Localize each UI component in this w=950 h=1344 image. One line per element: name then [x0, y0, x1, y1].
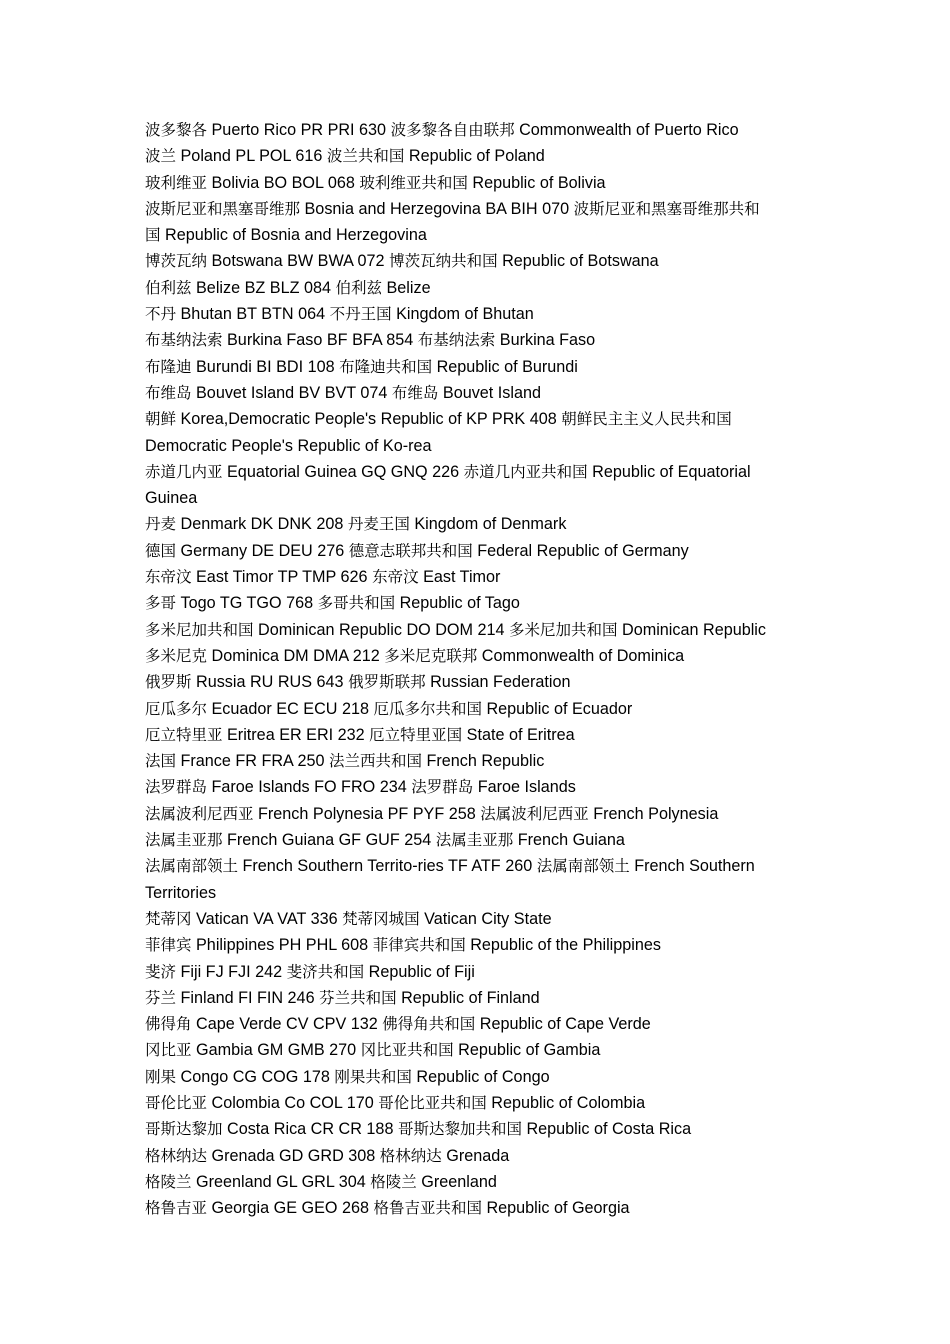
country-line — [145, 459, 815, 485]
english-entry: Togo TG TGO 768 — [176, 594, 318, 613]
country-line — [145, 1169, 815, 1195]
english-full-name: French Republic — [421, 752, 545, 771]
chinese-full-name: 芬兰共和国 — [319, 988, 397, 1007]
english-full-name: Republic of Finland — [396, 988, 540, 1007]
english-entry: Dominican Republic DO DOM 214 — [253, 620, 510, 639]
chinese-short-name: 博茨瓦纳 — [145, 252, 208, 271]
country-line — [145, 853, 815, 879]
country-line — [145, 1090, 815, 1116]
chinese-full-name: 博茨瓦纳共和国 — [389, 252, 498, 271]
chinese-short-name: 多米尼加共和国 — [145, 620, 254, 639]
chinese-full-name: 布基纳法索 — [417, 331, 496, 350]
chinese-short-name: 多米尼克 — [145, 646, 208, 665]
chinese-full-name: 法罗群岛 — [411, 778, 474, 797]
chinese-full-name: 波多黎各自由联邦 — [390, 121, 515, 139]
english-entry: Germany DE DEU 276 — [176, 541, 349, 560]
country-line — [145, 906, 815, 932]
chinese-short-name: 朝鲜 — [145, 410, 177, 429]
country-line — [145, 1116, 815, 1142]
chinese-short-name: 不丹 — [145, 305, 177, 324]
chinese-full-name: 法属波利尼西亚 — [480, 804, 589, 823]
english-entry: Burkina Faso BF BFA 854 — [222, 331, 418, 350]
chinese-full-name: 波兰共和国 — [326, 147, 405, 166]
chinese-short-name: 格林纳达 — [145, 1146, 208, 1165]
country-line — [145, 538, 815, 564]
country-line — [145, 1195, 815, 1221]
chinese-short-name: 哥伦比亚 — [145, 1093, 208, 1112]
chinese-short-name: 刚果 — [145, 1067, 177, 1086]
english-entry: French Polynesia PF PYF 258 — [253, 804, 481, 823]
english-full-name: Republic of Equatorial — [587, 462, 751, 481]
english-entry: Democratic People's Republic of Ko-rea — [145, 436, 432, 455]
english-full-name: Republic of Ecuador — [481, 699, 633, 718]
chinese-full-name: 多米尼加共和国 — [509, 620, 618, 639]
chinese-short-name: 佛得角 — [145, 1015, 192, 1034]
chinese-short-name: 法国 — [145, 752, 177, 771]
country-line — [145, 1037, 815, 1063]
english-entry: Costa Rica CR CR 188 — [222, 1120, 398, 1139]
english-full-name: Commonwealth of Puerto Rico — [514, 121, 739, 139]
country-line — [145, 1011, 815, 1037]
chinese-short-name: 布隆迪 — [145, 357, 192, 376]
english-entry: Russia RU RUS 643 — [191, 673, 349, 692]
english-entry: Puerto Rico PR PRI 630 — [207, 121, 391, 139]
country-line — [145, 696, 815, 722]
document-body — [145, 117, 815, 1221]
chinese-short-name: 法罗群岛 — [145, 778, 208, 797]
english-full-name: Commonwealth of Dominica — [477, 646, 685, 665]
english-full-name: French Polynesia — [588, 804, 719, 823]
chinese-full-name: 德意志联邦共和国 — [348, 541, 473, 560]
english-full-name: Republic of Colombia — [486, 1093, 646, 1112]
country-line — [145, 827, 815, 853]
english-full-name: Republic of Georgia — [481, 1199, 630, 1218]
english-full-name: Burkina Faso — [495, 331, 596, 350]
english-entry: East Timor TP TMP 626 — [191, 568, 373, 587]
chinese-full-name: 布维岛 — [391, 383, 439, 402]
english-entry: Faroe Islands FO FRO 234 — [207, 778, 412, 797]
english-entry: France FR FRA 250 — [176, 752, 329, 771]
english-full-name: Dominican Republic — [617, 620, 766, 639]
chinese-full-name: 佛得角共和国 — [382, 1015, 476, 1034]
english-full-name: Bouvet Island — [438, 383, 541, 402]
chinese-full-name: 刚果共和国 — [334, 1067, 412, 1086]
english-full-name: Kingdom of Bhutan — [391, 305, 534, 324]
chinese-short-name: 菲律宾 — [145, 936, 192, 955]
chinese-short-name: 法属波利尼西亚 — [145, 804, 254, 823]
chinese-short-name: 德国 — [145, 541, 177, 560]
english-entry: Denmark DK DNK 208 — [176, 515, 348, 534]
english-full-name: Republic of Fiji — [364, 962, 475, 981]
country-line — [145, 643, 815, 669]
country-line — [145, 485, 815, 511]
chinese-full-name: 朝鲜民主主义人民共和国 — [561, 410, 732, 429]
country-line — [145, 406, 815, 432]
chinese-full-name: 玻利维亚共和国 — [359, 173, 468, 192]
english-entry: Bouvet Island BV BVT 074 — [191, 383, 392, 402]
country-line — [145, 617, 815, 643]
country-line — [145, 669, 815, 695]
english-entry: Bosnia and Herzegovina BA BIH 070 — [300, 199, 574, 218]
english-entry: Bolivia BO BOL 068 — [207, 173, 360, 192]
english-entry: French Guiana GF GUF 254 — [222, 831, 436, 850]
chinese-full-name: 多米尼克联邦 — [384, 646, 478, 665]
english-entry: Territories — [145, 883, 217, 902]
country-line — [145, 932, 815, 958]
chinese-full-name: 布隆迪共和国 — [339, 357, 433, 376]
chinese-full-name: 厄瓜多尔共和国 — [373, 699, 482, 718]
english-full-name: French Southern — [629, 857, 755, 876]
chinese-full-name: 厄立特里亚国 — [369, 725, 463, 744]
english-full-name: Republic of the Philippines — [465, 936, 661, 955]
country-line — [145, 354, 815, 380]
country-line — [145, 196, 815, 222]
chinese-full-name: 丹麦王国 — [347, 515, 410, 534]
chinese-short-name: 国 — [145, 226, 161, 245]
english-entry: Fiji FJ FJI 242 — [176, 962, 287, 981]
english-entry: Georgia GE GEO 268 — [207, 1199, 374, 1218]
english-entry: Belize BZ BLZ 084 — [191, 278, 336, 297]
chinese-full-name: 多哥共和国 — [317, 594, 396, 613]
english-full-name: Grenada — [441, 1146, 510, 1165]
chinese-full-name: 格陵兰 — [370, 1172, 417, 1191]
english-entry: Eritrea ER ERI 232 — [222, 725, 370, 744]
country-line — [145, 880, 815, 906]
chinese-short-name: 格陵兰 — [145, 1172, 192, 1191]
chinese-short-name: 伯利兹 — [145, 278, 192, 297]
english-full-name: Republic of Bolivia — [467, 173, 606, 192]
chinese-short-name: 丹麦 — [145, 515, 177, 534]
chinese-full-name: 伯利兹 — [335, 278, 382, 297]
country-line — [145, 222, 815, 248]
country-line — [145, 564, 815, 590]
chinese-short-name: 波兰 — [145, 147, 177, 166]
country-line — [145, 170, 815, 196]
country-line — [145, 275, 815, 301]
english-full-name: Republic of Poland — [404, 147, 545, 166]
english-entry: Korea,Democratic People's Republic of KP PRK 408 — [176, 410, 562, 429]
english-full-name: Republic of Tago — [395, 594, 520, 613]
country-line — [145, 327, 815, 353]
country-line — [145, 301, 815, 327]
english-full-name: Republic of Gambia — [453, 1041, 601, 1060]
country-line — [145, 1064, 815, 1090]
country-line — [145, 143, 815, 169]
english-full-name: Greenland — [416, 1172, 497, 1191]
english-full-name: Republic of Costa Rica — [521, 1120, 692, 1139]
chinese-full-name: 梵蒂冈城国 — [342, 909, 420, 928]
chinese-short-name: 格鲁吉亚 — [145, 1199, 208, 1218]
chinese-short-name: 波斯尼亚和黑塞哥维那 — [145, 199, 301, 218]
chinese-short-name: 法属南部领土 — [145, 857, 239, 876]
chinese-short-name: 厄瓜多尔 — [145, 699, 208, 718]
chinese-full-name: 斐济共和国 — [286, 962, 365, 981]
english-entry: Gambia GM GMB 270 — [191, 1041, 361, 1060]
chinese-short-name: 布维岛 — [145, 383, 192, 402]
country-line — [145, 801, 815, 827]
chinese-short-name: 法属圭亚那 — [145, 831, 223, 850]
english-entry: Congo CG COG 178 — [176, 1067, 335, 1086]
english-entry: Botswana BW BWA 072 — [207, 252, 390, 271]
chinese-full-name: 冈比亚共和国 — [360, 1041, 454, 1060]
chinese-full-name: 格鲁吉亚共和国 — [373, 1199, 482, 1218]
english-entry: Finland FI FIN 246 — [176, 988, 320, 1007]
english-entry: French Southern Territo-ries TF ATF 260 — [238, 857, 537, 876]
english-full-name: Republic of Congo — [411, 1067, 550, 1086]
chinese-short-name: 斐济 — [145, 962, 177, 981]
chinese-short-name: 玻利维亚 — [145, 173, 208, 192]
country-line — [145, 722, 815, 748]
english-full-name: Republic of Burundi — [432, 357, 578, 376]
chinese-short-name: 东帝汶 — [145, 568, 192, 587]
english-full-name: Faroe Islands — [473, 778, 576, 797]
country-line — [145, 433, 815, 459]
english-entry: Equatorial Guinea GQ GNQ 226 — [222, 462, 464, 481]
chinese-short-name: 冈比亚 — [145, 1041, 192, 1060]
chinese-full-name: 不丹王国 — [329, 305, 392, 324]
english-entry: Cape Verde CV CPV 132 — [191, 1015, 383, 1034]
chinese-full-name: 菲律宾共和国 — [372, 936, 466, 955]
country-line — [145, 117, 815, 143]
country-line — [145, 985, 815, 1011]
english-entry: Burundi BI BDI 108 — [191, 357, 340, 376]
english-full-name: Vatican City State — [419, 909, 552, 928]
chinese-short-name: 哥斯达黎加 — [145, 1120, 223, 1139]
english-entry: Poland PL POL 616 — [176, 147, 327, 166]
english-entry: Vatican VA VAT 336 — [191, 909, 343, 928]
country-line — [145, 248, 815, 274]
english-entry: Dominica DM DMA 212 — [207, 646, 385, 665]
chinese-full-name: 波斯尼亚和黑塞哥维那共和 — [573, 199, 760, 218]
chinese-full-name: 法属圭亚那 — [435, 831, 514, 850]
chinese-full-name: 哥伦比亚共和国 — [378, 1093, 487, 1112]
chinese-short-name: 赤道几内亚 — [145, 462, 223, 481]
english-entry: Philippines PH PHL 608 — [191, 936, 373, 955]
english-full-name: Republic of Botswana — [497, 252, 659, 271]
english-full-name: Belize — [382, 278, 431, 297]
english-full-name: French Guiana — [513, 831, 625, 850]
chinese-short-name: 多哥 — [145, 594, 177, 613]
chinese-full-name: 俄罗斯联邦 — [348, 673, 426, 692]
country-line — [145, 511, 815, 537]
country-line — [145, 380, 815, 406]
country-line — [145, 774, 815, 800]
chinese-short-name: 芬兰 — [145, 988, 177, 1007]
english-full-name: State of Eritrea — [462, 725, 575, 744]
english-full-name: Republic of Cape Verde — [475, 1015, 651, 1034]
chinese-short-name: 厄立特里亚 — [145, 725, 223, 744]
english-entry: Grenada GD GRD 308 — [207, 1146, 380, 1165]
country-line — [145, 590, 815, 616]
country-line — [145, 959, 815, 985]
english-entry: Bhutan BT BTN 064 — [176, 305, 330, 324]
country-line — [145, 1143, 815, 1169]
chinese-short-name: 波多黎各 — [145, 121, 208, 139]
english-full-name: East Timor — [418, 568, 501, 587]
english-full-name: Kingdom of Denmark — [409, 515, 567, 534]
chinese-short-name: 布基纳法索 — [145, 331, 223, 350]
english-entry: Greenland GL GRL 304 — [191, 1172, 371, 1191]
chinese-full-name: 东帝汶 — [372, 568, 419, 587]
chinese-full-name: 法属南部领土 — [536, 857, 630, 876]
english-entry: Guinea — [145, 489, 198, 508]
english-full-name: Federal Republic of Germany — [472, 541, 689, 560]
english-entry: Ecuador EC ECU 218 — [207, 699, 374, 718]
english-full-name: Russian Federation — [425, 673, 571, 692]
chinese-full-name: 法兰西共和国 — [328, 752, 422, 771]
english-entry: Republic of Bosnia and Herzegovina — [160, 226, 427, 245]
chinese-full-name: 赤道几内亚共和国 — [463, 462, 588, 481]
chinese-short-name: 梵蒂冈 — [145, 909, 192, 928]
country-line — [145, 748, 815, 774]
english-entry: Colombia Co COL 170 — [207, 1093, 379, 1112]
chinese-full-name: 格林纳达 — [379, 1146, 442, 1165]
chinese-full-name: 哥斯达黎加共和国 — [397, 1120, 522, 1139]
chinese-short-name: 俄罗斯 — [145, 673, 192, 692]
